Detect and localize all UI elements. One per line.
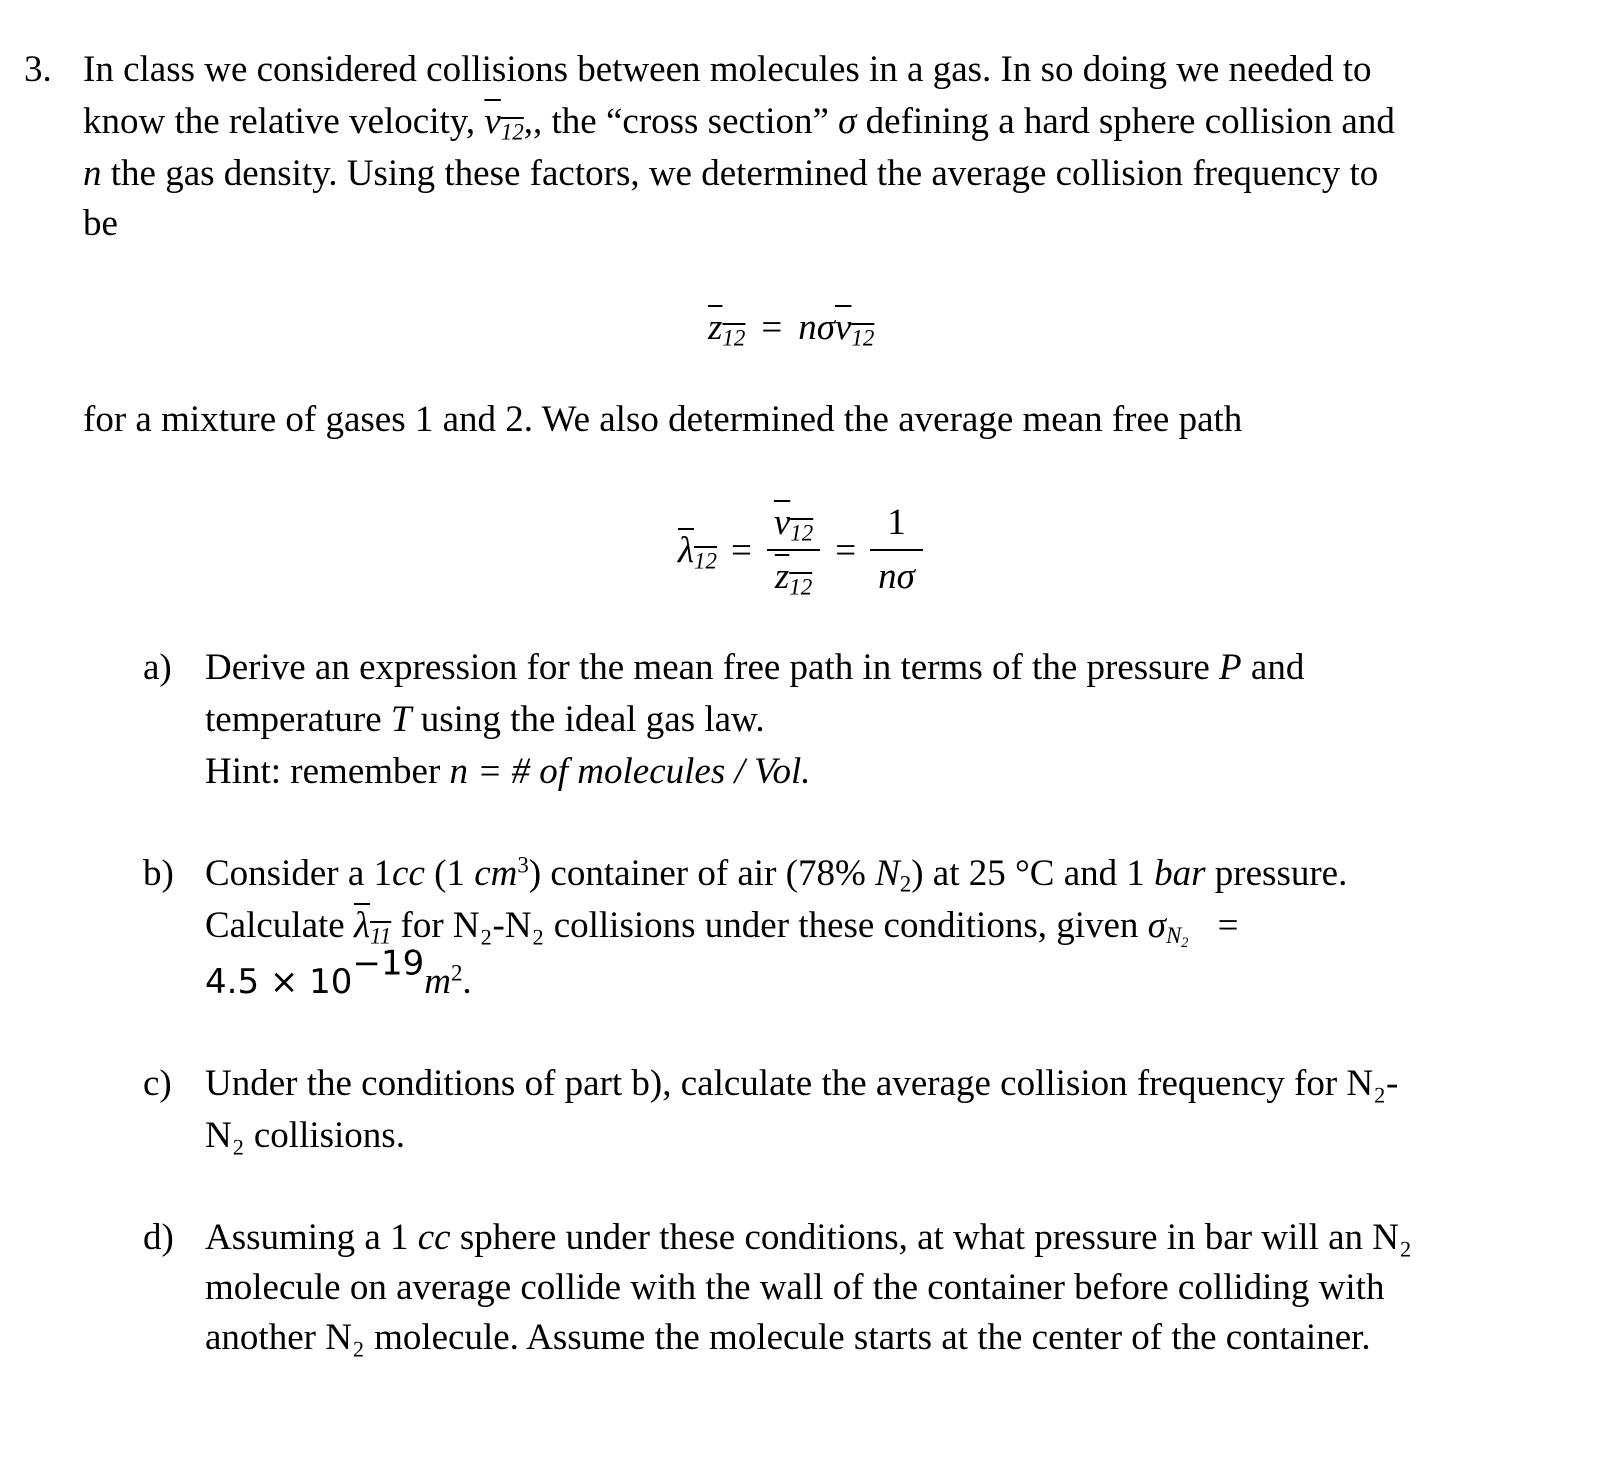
intro-line-2: know the relative velocity, $v_{12}$,, the “cross section” σ defining a hard sphere collision and	[83, 101, 1395, 145]
intro-line-3: n the gas density. Using these factors, we determined the average collision frequency to	[83, 153, 1379, 194]
part-b-line-2: Calculate $\lambda_{11}$ for N₂-N₂ collisions under these conditions, given $\sigma_{N_2}$ =	[205, 905, 1239, 952]
part-a-line-1: Derive an expression for the mean free path in terms of the pressure P and	[205, 647, 1305, 688]
part-b-line-1: Consider a 1cc (1 $cm^3$) container of air (78% $N_2$) at 25 °C and 1 bar pressure.	[205, 852, 1348, 897]
sigma-symbol: σ	[838, 101, 857, 142]
part-b-line-3: $4.5 \times 10^{-19}m^2$.	[205, 943, 472, 1002]
part-d-label: d)	[143, 1217, 174, 1258]
intro-line-1: In class we considered collisions between molecules in a gas. In so doing we needed to	[83, 49, 1372, 90]
part-a-line-2: temperature T using the ideal gas law.	[205, 699, 765, 740]
equation-collision-frequency: $z_{12}$ = n σ $v_{12}$	[708, 306, 875, 350]
equation-mean-free-path: $\lambda_{12}$ = $\frac{v_{12}}{z_{12}}$ = $\frac{1}{n\sigma}$	[678, 495, 923, 605]
part-a-line-3: Hint: remember n = # of molecules / Vol.	[205, 751, 811, 792]
z12-bar: $z_{12}$	[708, 306, 746, 350]
mixture-line: for a mixture of gases 1 and 2. We also determined the average mean free path	[83, 399, 1243, 440]
part-d-line-2: molecule on average collide with the wall of the container before colliding with	[205, 1267, 1385, 1308]
lambda12-bar: $\lambda_{12}$	[678, 529, 717, 573]
intro-line-4: be	[83, 203, 118, 244]
n-symbol: n	[83, 153, 102, 194]
part-d-line-1: Assuming a 1 cc sphere under these conditions, at what pressure in bar will an N₂	[205, 1217, 1412, 1258]
part-c-line-2: N₂ collisions.	[205, 1115, 405, 1156]
part-c-label: c)	[143, 1063, 172, 1104]
v12-bar: $v_{12}$	[484, 101, 524, 145]
part-a-label: a)	[143, 647, 172, 688]
part-b-label: b)	[143, 853, 174, 894]
problem-number: 3.	[24, 49, 52, 90]
part-d-line-3: another N₂ molecule. Assume the molecule starts at the center of the container.	[205, 1317, 1371, 1358]
part-c-line-1: Under the conditions of part b), calculate the average collision frequency for N₂-	[205, 1063, 1399, 1104]
